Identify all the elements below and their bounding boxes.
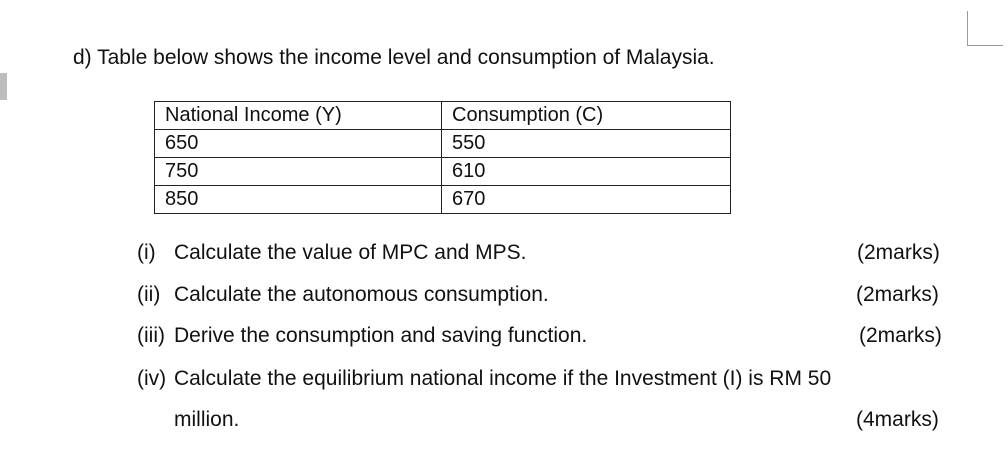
question-marks: (2marks): [859, 324, 942, 347]
page-corner-marker: [967, 11, 1003, 46]
column-header-income: National Income (Y): [155, 102, 442, 130]
income-cell: 750: [155, 158, 442, 186]
table-row: [155, 130, 731, 158]
consumption-cell: 670: [442, 186, 731, 214]
question-number: (iv): [137, 367, 167, 390]
income-cell: 850: [155, 186, 442, 214]
question-number: (i): [137, 241, 156, 264]
question-number: (iii): [137, 324, 165, 347]
table-header-row: [155, 102, 731, 130]
consumption-cell: 550: [442, 130, 731, 158]
table-row: [155, 186, 731, 214]
question-marks: (2marks): [857, 241, 940, 264]
question-marks: (4marks): [856, 408, 939, 431]
income-cell: 650: [155, 130, 442, 158]
question-text: Derive the consumption and saving function.: [174, 324, 588, 347]
question-intro: d) Table below shows the income level and consumption of Malaysia.: [73, 46, 715, 69]
margin-marker: [0, 73, 7, 100]
income-consumption-table: [154, 101, 731, 214]
question-text: Calculate the autonomous consumption.: [174, 283, 549, 306]
consumption-cell: 610: [442, 158, 731, 186]
question-text: Calculate the value of MPC and MPS.: [174, 241, 527, 264]
question-text: Calculate the equilibrium national income if the Investment (I) is RM 50: [174, 367, 832, 390]
question-number: (ii): [137, 283, 161, 306]
column-header-consumption: Consumption (C): [442, 102, 731, 130]
question-iv-continuation: million.: [174, 408, 240, 431]
table-row: [155, 158, 731, 186]
question-marks: (2marks): [856, 283, 939, 306]
